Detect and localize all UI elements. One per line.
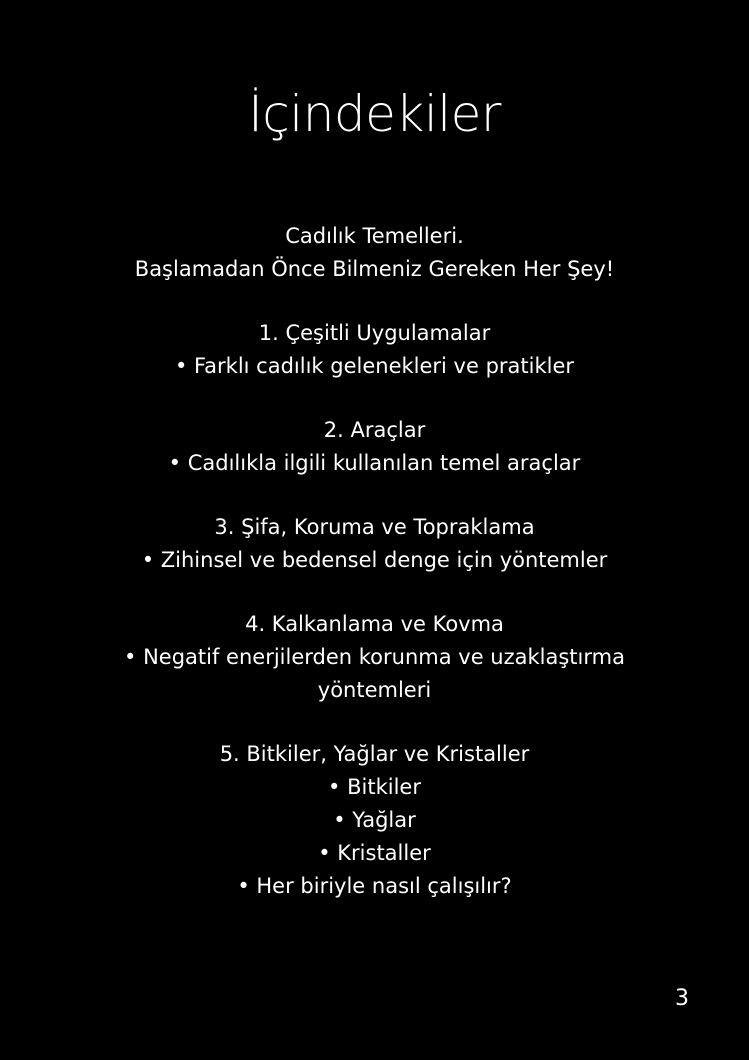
section-item: • Bitkiler (328, 775, 421, 799)
table-of-contents (0, 220, 749, 903)
section-heading: 2. Araçlar (323, 418, 426, 442)
section-item: • Cadılıkla ilgili kullanılan temel araçlar (168, 451, 581, 475)
section-heading: 4. Kalkanlama ve Kovma (245, 612, 504, 636)
spacer (0, 577, 749, 608)
section-item: • Farklı cadılık gelenekleri ve pratikler (174, 354, 575, 378)
page-number: 3 (675, 986, 689, 1011)
spacer (0, 707, 749, 738)
intro-line: Başlamadan Önce Bilmeniz Gereken Her Şey! (134, 257, 615, 281)
spacer (0, 480, 749, 511)
section-item: • Her biriyle nasıl çalışılır? (237, 874, 512, 898)
section-heading: 3. Şifa, Koruma ve Topraklama (214, 515, 535, 539)
page-title: İçindekiler (248, 85, 501, 143)
intro-line: Cadılık Temelleri. (285, 224, 464, 248)
section-item: • Kristaller (318, 841, 431, 865)
spacer (0, 383, 749, 414)
section-heading: 5. Bitkiler, Yağlar ve Kristaller (219, 742, 530, 766)
spacer (0, 286, 749, 317)
section-heading: 1. Çeşitli Uygulamalar (258, 321, 491, 345)
section-item: yöntemleri (317, 678, 432, 702)
section-item: • Negatif enerjilerden korunma ve uzaklaştırma (124, 645, 625, 669)
section-item: • Yağlar (333, 808, 416, 832)
section-item: • Zihinsel ve bedensel denge için yöntemler (141, 548, 608, 572)
